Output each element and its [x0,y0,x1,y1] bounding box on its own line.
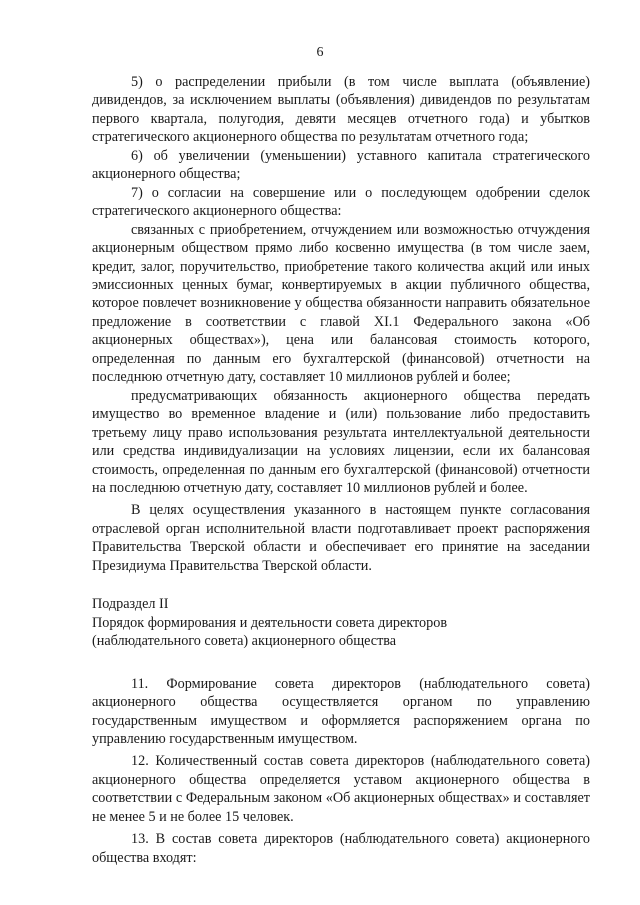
paragraph-item-5: 5) о распределении прибыли (в том числе выплата (объявление) дивидендов, за исключением выплаты (объявления) дивидендов по результатам первого квартала, полугодия, девяти месяцев отчетного года) и убытков стратегического акционерного общества по результатам отчетного года; [92,74,590,146]
subsection-title-line1: Порядок формирования и деятельности совета директоров [92,614,448,631]
paragraph-subitem-lease: предусматривающих обязанность акционерного общества передать имущество во временное владение и (или) пользование либо предоставить третьему лицу право использования результата интеллектуальной деятельности или средства индивидуализации на условиях лицензии, если их балансовая стоимость, определенная по данным его бухгалтерской (финансовой) отчетности на последнюю отчетную дату, составляет 10 миллионов рублей и более. [92,387,590,496]
paragraph-item-6: 6) об увеличении (уменьшении) уставного капитала стратегического акционерного общества; [92,147,590,183]
paragraph-subitem-acquisition: связанных с приобретением, отчуждением или возможностью отчуждения акционерным обществом прямо либо косвенно имущества (в том числе заем, кредит, залог, поручительство, приобретение такого количества акций или иных эмиссионных ценных бумаг, конвертируемых в акции публичного общества, которое повлечет возникновение у общества обязанности направить обязательное предложение в соответствии с главой XI.1 Федерального закона «Об акционерных обществах»), цена или балансовая стоимость которого, определенная по данным его бухгалтерской (финансовой) отчетности на последнюю отчетную дату, составляет 10 миллионов рублей и более; [92,221,590,386]
subsection-heading [92,595,590,650]
paragraph-clause-11: 11. Формирование совета директоров (наблюдательного совета) акционерного общества осуществляется органом по управлению государственным имуществом и оформляется распоряжением органа по управлению государственным имуществом. [92,675,590,747]
page-number: 6 [316,45,324,60]
subsection-title-line2: (наблюдательного совета) акционерного общества [92,633,397,650]
paragraph-approval-purpose: В целях осуществления указанного в настоящем пункте согласования отраслевой орган исполнительной власти подготавливает проект распоряжения Правительства Тверской области и обеспечивает его принятие на заседании Президиума Правительства Тверской области. [92,502,590,574]
paragraph-item-7: 7) о согласии на совершение или о последующем одобрении сделок стратегического акционерного общества: [92,184,590,220]
subsection-label: Подраздел II [92,596,169,613]
paragraph-clause-12: 12. Количественный состав совета директоров (наблюдательного совета) акционерного общества определяется уставом акционерного общества в соответствии с Федеральным законом «Об акционерных обществах» и составляет не менее 5 и не более 15 человек. [92,753,590,825]
document-body [92,73,590,867]
paragraph-clause-13: 13. В состав совета директоров (наблюдательного совета) акционерного общества входят: [92,831,590,866]
